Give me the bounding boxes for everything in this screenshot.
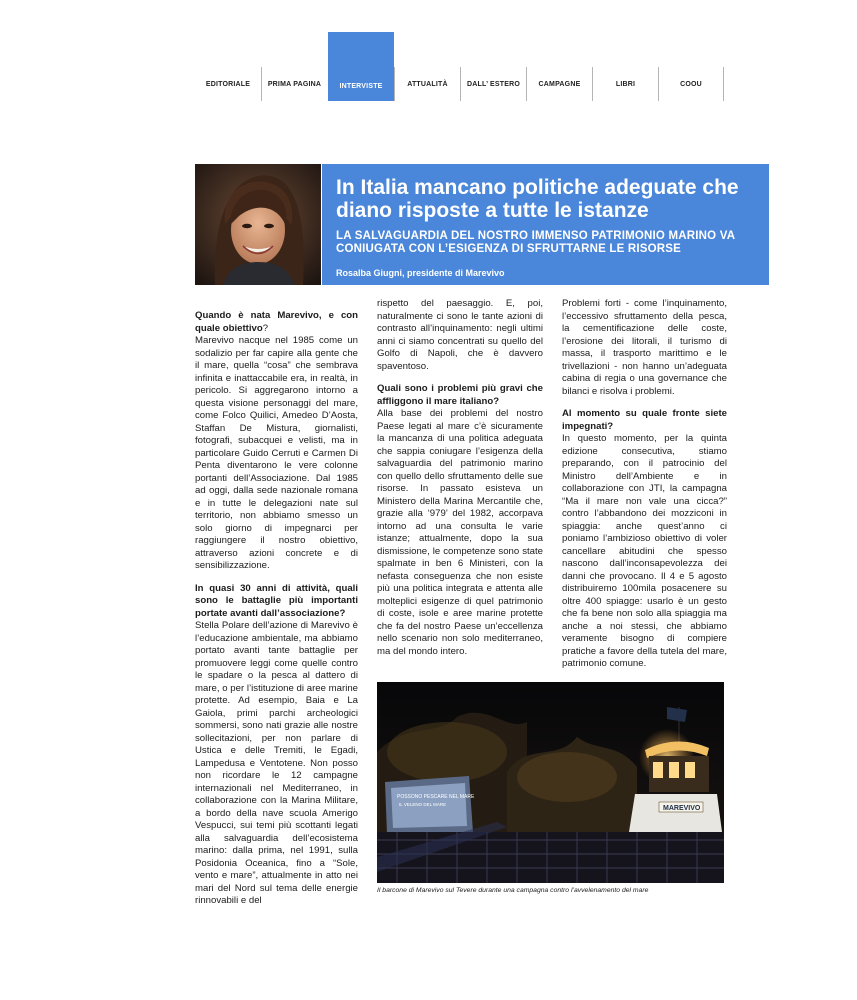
question-2: In quasi 30 anni di attività, quali sono le battaglie più importanti portate avanti dall’associazione? [195,582,358,619]
question-1-text: Quando è nata Marevivo, e con quale obiettivo [195,310,358,334]
question-1-mark: ? [262,322,269,334]
screen-text-1: POSSONO PESCARE NEL MARE [397,794,475,800]
author-portrait [195,164,321,285]
text-column-1 [195,310,358,908]
text-column-2 [377,298,543,658]
tab-editoriale[interactable]: EDITORIALE [205,80,251,88]
answer-2: Stella Polare dell’azione di Marevivo è l’educazione ambientale, ma abbiamo portato avanti tante battaglie per promuovere leggi come quelle contro le spadare o la pesca al dattero di mare, o per l’istituzione di aree marine protette. Ad esempio, Baia e La Gaiola, primi parchi archeologici sommersi, sono nati grazie alle nostre sollecitazioni, per non parlare di Ustica e delle Tremiti, le Egadi, Lampedusa e Ventotene. Non posso non ricordare le 12 campagne internazionali nel Mediterraneo, in collaborazione con la Marina Militare, a bordo della nave scuola Amerigo Vespucci, sui temi più scottanti legati alla salvaguardia dell’ecosistema marino: dalla prima, nel 1991, sulla Posidonia Oceanica, fino a “Sole, vento e mare”, attualmente in atto nei mari del Nord sul tema delle energie rinnovabili e del [195,620,358,906]
section-nav [195,67,725,101]
answer-2-continued: rispetto del paesaggio. E, poi, naturalmente ci sono le tante azioni di contrasto all’inquinamento: negli ultimi anni ci siamo concentrati su quello del Golfo di Napoli, che è davvero spaventoso. [377,298,543,372]
article-header [322,164,769,285]
article-subtitle: LA SALVAGUARDIA DEL NOSTRO IMMENSO PATRIMONIO MARINO VA CONIUGATA CON L’ESIGENZA DI SFRUTTARNE LE RISORSE [336,230,735,255]
answer-4: In questo momento, per la quinta edizione consecutiva, stiamo preparando, con il patrocinio del Ministro dell’Ambiente e in collaborazione con JTI, la campagna “Ma il mare non vale una cicca?” contro l’abbandono dei mozziconi in spiaggia: anche quest’anno ci poniamo l’ambizioso obiettivo di voler cancellare abitudini che spesso nascono dall’inconsapevolezza dei danni che provocano. Il 4 e 5 agosto distribuiremo 100mila posacenere su oltre 400 spiagge: usarlo è un gesto che fa bene non solo alla spiaggia ma anche a noi stessi, che abbiamo veramente bisogno di compiere pratiche a favore della tutela del mare, patrimonio comune. [562,433,727,669]
barge-night-photo [377,682,724,883]
tab-dall-estero[interactable]: DALL’ ESTERO [460,67,526,101]
text-column-3 [562,298,727,671]
answer-3-continued: Problemi forti - come l’inquinamento, l’eccessivo sfruttamento della pesca, la cementificazione delle coste, l’erosione dei litorali, il turismo di massa, il trasporto marittimo e le trivellazioni - non hanno un’adeguata cabina di regia o una governance che bilanci e risolva i problemi. [562,298,727,397]
photo-caption: Il barcone di Marevivo sul Tevere durante una campagna contro l’avvelenamento del mare [377,887,649,894]
tab-attualita[interactable]: ATTUALITÀ [394,67,460,101]
screen-text-2: IL VELENO DEL MARE [399,802,447,807]
tab-libri[interactable]: LIBRI [592,67,658,101]
article-title: In Italia mancano politiche adeguate che diano risposte a tutte le istanze [336,176,739,222]
question-3: Quali sono i problemi più gravi che affliggono il mare italiano? [377,383,543,407]
tab-coou[interactable]: COOU [658,67,724,101]
tab-interviste[interactable]: INTERVISTE [328,32,394,101]
question-4: Al momento su quale fronte siete impegnati? [562,408,727,432]
question-1 [195,310,358,335]
tab-prima-pagina[interactable]: PRIMA PAGINA [261,67,327,101]
answer-3: Alla base dei problemi del nostro Paese legati al mare c’è sicuramente la mancanza di una politica adeguata che sappia coniugare l’esigenza della salvaguardia del patrimonio marino con quello dello sfruttamento delle sue risorse. In passato esisteva un Ministero della Marina Mercantile che, grazie alla ‘979’ del 1982, accorpava intorno ad una consulta le varie istanze; attualmente, dopo la sua dismissione, le competenze sono state spalmate in ben 6 Ministeri, con la nefasta conseguenza che non esiste più una politica integrata e attenta alle molteplici esigenze di quel patrimonio di coste, isole e aree marine protette che fa del nostro Paese un’eccellenza nello scenario non solo mediterraneo, ma del mondo intero. [377,408,543,657]
boat-sign: MAREVIVO [663,805,701,812]
answer-1: Marevivo nacque nel 1985 come un sodalizio per far capire alla gente che il mare, quella “cosa” che sembrava infinita e inattaccabile era, in realtà, in pericolo. Si aggregarono intorno a questa visione personaggi del mare, come Folco Quilici, Amedeo D’Aosta, Staffan De Mistura, giornalisti, fotografi, subacquei e velisti, ma in particolare Guido Cerruti e Carmen Di Penta diventarono le vere colonne portanti dell’Associazione. Dal 1985 ad oggi, dalla sede nazionale romana e in tutte le delegazioni nate sul territorio, non abbiamo smesso un solo giorno di impegnarci per raggiungere il nostro obiettivo, attraverso azioni concrete e di sensibilizzazione. [195,335,358,571]
tab-campagne[interactable]: CAMPAGNE [526,67,592,101]
article-author: Rosalba Giugni, presidente di Marevivo [336,268,505,278]
